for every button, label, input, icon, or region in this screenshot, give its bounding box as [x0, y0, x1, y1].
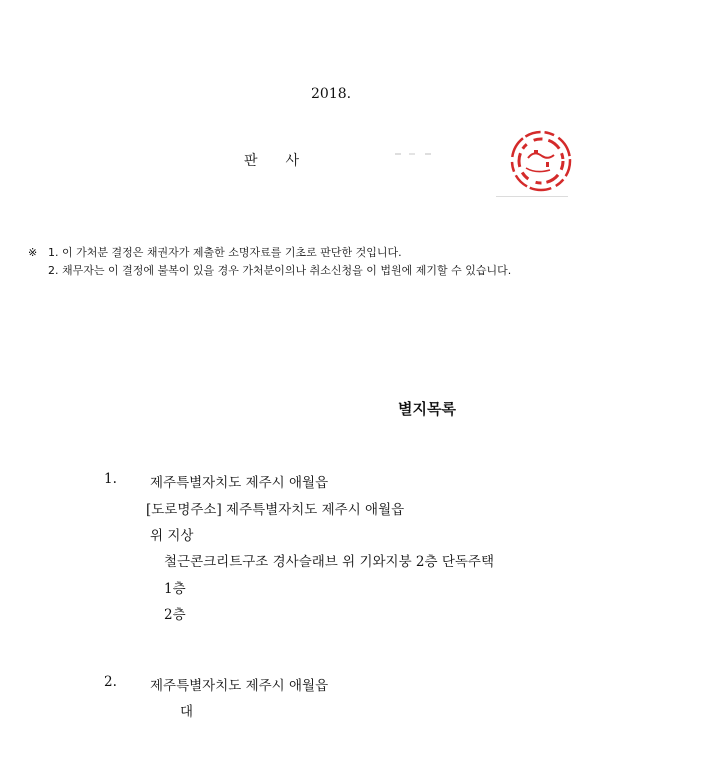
decision-date: 2018. — [311, 86, 352, 102]
annex-item-1-floor-1: 1층 — [164, 581, 186, 597]
redacted-judge-name — [395, 152, 435, 156]
annex-item-1-above-land: 위 지상 — [150, 528, 194, 544]
annex-item-2-number: 2. — [104, 674, 117, 690]
notice-line-1: ※ 1. 이 가처분 결정은 채권자가 제출한 소명자료를 기초로 판단한 것입니다. — [28, 244, 511, 262]
judge-label-char-1: 판 — [244, 153, 258, 169]
annex-item-2-address: 제주특별자치도 제주시 애월읍 — [150, 678, 329, 694]
notice-line-2: 2. 채무자는 이 결정에 불복이 있을 경우 가처분이의나 취소신청을 이 법원에 제기할 수 있습니다. — [48, 264, 512, 277]
annex-item-1-floor-2: 2층 — [164, 607, 186, 623]
judge-label — [244, 150, 299, 170]
annex-item-1-road-address: [도로명주소] 제주특별자치도 제주시 애월읍 — [146, 502, 405, 518]
seal-underline — [496, 196, 568, 197]
annex-item-2-land-type: 대 — [180, 704, 194, 720]
notice-notes — [28, 244, 511, 280]
annex-title: 별지목록 — [398, 400, 456, 418]
annex-item-1-address: 제주특별자치도 제주시 애월읍 — [150, 475, 329, 491]
judge-label-char-2: 사 — [285, 153, 300, 169]
reference-mark: ※ — [28, 246, 38, 259]
annex-item-1-number: 1. — [104, 471, 117, 487]
official-seal-icon — [508, 128, 574, 194]
annex-item-1-building: 철근콘크리트구조 경사슬래브 위 기와지붕 2층 단독주택 — [164, 554, 494, 570]
